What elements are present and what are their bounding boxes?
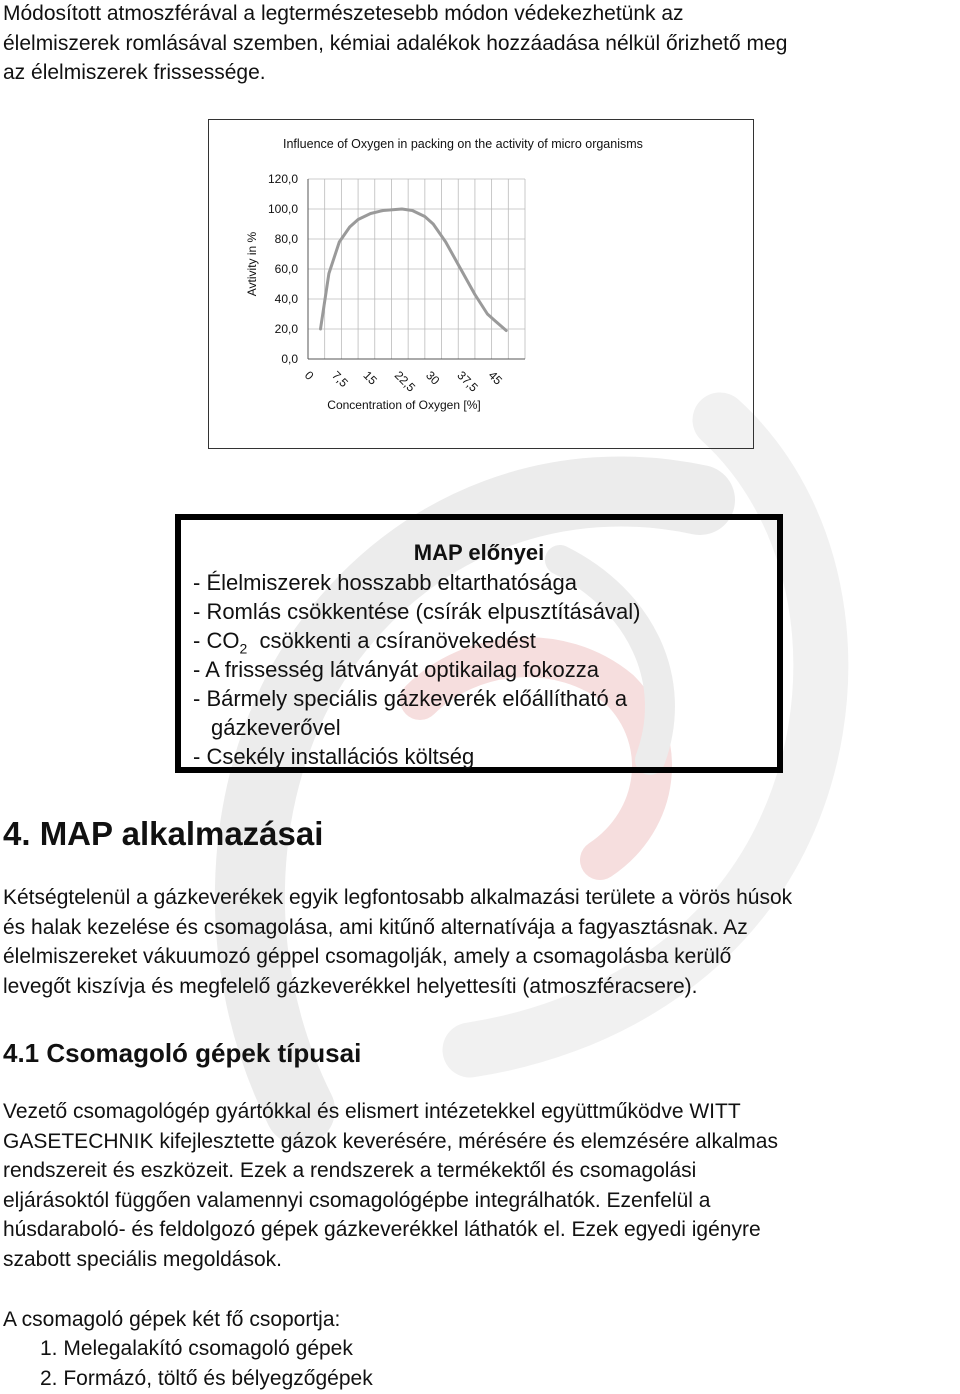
map-advantages-box	[175, 514, 783, 773]
groups-intro: A csomagoló gépek két fő csoportja:	[3, 1308, 341, 1331]
y-axis-label: Avtivity in %	[245, 231, 259, 297]
intro-line: az élelmiszerek frissessége.	[3, 61, 266, 84]
section-4-line: és halak kezelése és csomagolása, ami kitűnő alternatívája a fagyasztásnak. Az	[3, 915, 748, 939]
groups-list-item: 2. Formázó, töltő és bélyegzőgépek	[40, 1366, 373, 1390]
chart-title: Influence of Oxygen in packing on the activity of micro organisms	[283, 137, 643, 151]
section-41-line: szabott speciális megoldások.	[3, 1247, 282, 1271]
co2-prefix: - CO	[193, 628, 240, 653]
map-box-title: MAP előnyei	[413, 540, 545, 565]
map-item: - Bármely speciális gázkeverék előállítható a	[193, 686, 628, 711]
co2-subscript: 2	[239, 640, 248, 657]
section-4-line: levegőt kiszívja és megfelelő gázkeverékkel helyettesíti (atmoszféracsere).	[3, 974, 698, 998]
section-4-line: élelmiszereket vákuumozó géppel csomagolják, amely a csomagolásba kerülő	[3, 945, 732, 968]
y-tick-label: 100,0	[267, 202, 298, 216]
x-tick-label: 7,5	[329, 368, 351, 390]
x-tick-label: 37,5	[454, 368, 481, 395]
map-item: gázkeverővel	[211, 715, 341, 740]
x-tick-label: 22,5	[391, 368, 419, 395]
section-4-paragraph	[3, 883, 792, 1001]
series-line	[321, 209, 507, 331]
section-41-line: húsdaraboló- és feldolgozó gépek gázkeverékkel láthatók el. Ezek egyedi igényre	[3, 1218, 761, 1241]
intro-line: Módosított atmoszférával a legtermészetesebb módon védekezhetünk az	[3, 2, 684, 25]
section-4-line: Kétségtelenül a gázkeverékek egyik legfontosabb alkalmazási területe a vörös húsok	[3, 886, 793, 909]
section-41-line: rendszereit és eszközeit. Ezek a rendszerek a termékektől és csomagolási	[3, 1159, 697, 1182]
map-item: - Csekély installációs költség	[193, 744, 475, 769]
groups-list-item: 1. Melegalakító csomagoló gépek	[40, 1337, 353, 1360]
co2-rest: csökkenti a csíranövekedést	[259, 628, 536, 653]
groups-list	[40, 1334, 373, 1393]
section-41-heading: 4.1 Csomagoló gépek típusai	[3, 1038, 362, 1068]
y-tick-label: 40,0	[274, 292, 298, 306]
x-tick-label: 0	[301, 368, 317, 383]
y-tick-label: 120,0	[267, 172, 298, 186]
map-item: - A frissesség látványát optikailag fokozza	[193, 657, 599, 682]
section-41-line: eljárásoktól függően valamennyi csomagológépbe integrálhatók. Ezenfelül a	[3, 1188, 711, 1212]
x-tick-label: 15	[360, 368, 380, 388]
oxygen-activity-chart	[208, 119, 754, 449]
map-item: - Élelmiszerek hosszabb eltarthatósága	[193, 570, 577, 595]
section-41-line: Vezető csomagológép gyártókkal és elismert intézetekkel együttműködve WITT	[3, 1100, 741, 1123]
section-41-paragraph	[3, 1097, 778, 1274]
y-tick-label: 80,0	[274, 232, 298, 246]
y-tick-label: 20,0	[274, 322, 298, 336]
y-tick-label: 0,0	[281, 352, 298, 366]
x-tick-label: 45	[485, 368, 506, 388]
section-4-heading: 4. MAP alkalmazásai	[3, 815, 324, 852]
section-41-line: GASETECHNIK kifejlesztette gázok keverésére, mérésére és elemzésére alkalmas	[3, 1129, 778, 1153]
y-tick-label: 60,0	[274, 262, 298, 276]
intro-line: élelmiszerek romlásával szemben, kémiai adalékok hozzáadása nélkül őrizhető meg	[3, 31, 788, 55]
x-tick-label: 30	[423, 368, 443, 388]
map-item: - Romlás csökkentése (csírák elpusztításával)	[193, 599, 641, 624]
intro-paragraph	[3, 0, 787, 88]
x-axis-label: Concentration of Oxygen [%]	[327, 398, 481, 412]
